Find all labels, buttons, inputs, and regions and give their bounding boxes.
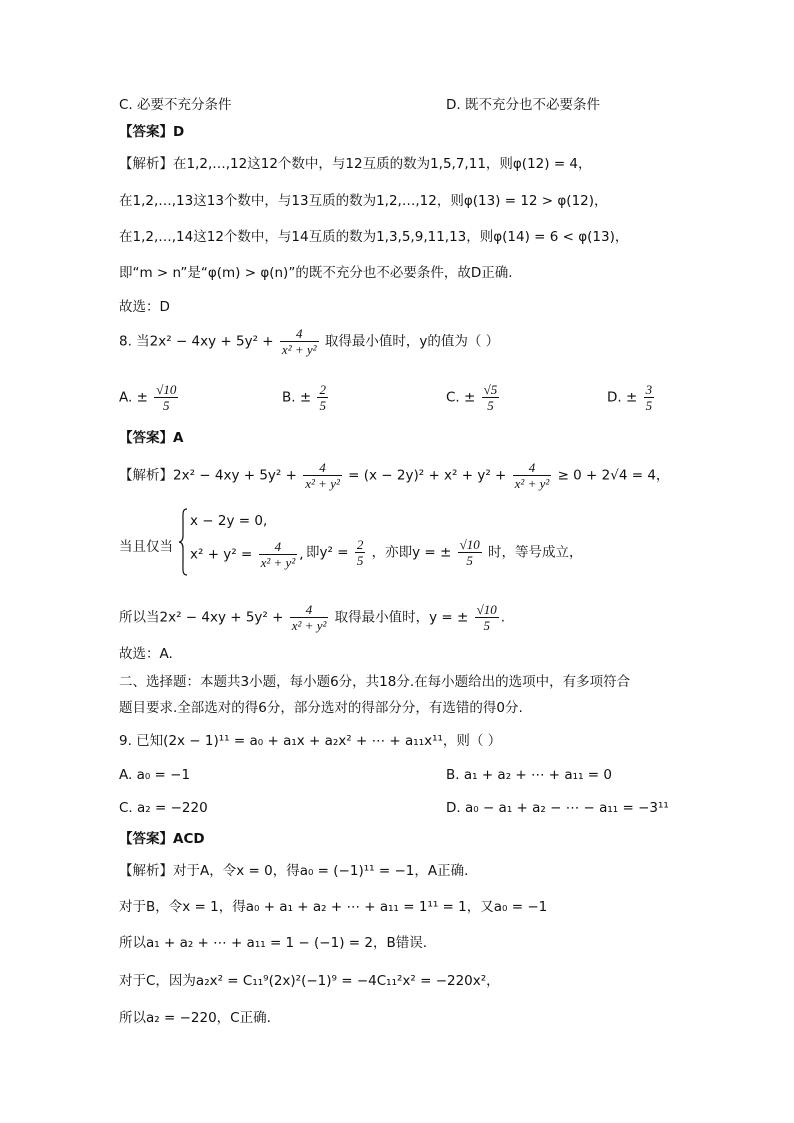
q8-option-b — [282, 382, 330, 413]
q7-solution-line-1: 【解析】在1,2,…,12这12个数中，与12互质的数为1,5,7,11，则φ(12) = 4， — [119, 156, 592, 172]
q8-stem-fraction — [280, 326, 319, 357]
q9-solution-line-2: 对于B，令x = 1，得a₀ + a₁ + a₂ + ⋯ + a₁₁ = 1¹¹ = 1，又a₀ = −1 — [119, 899, 548, 915]
q8-stem-question: 取得最小值时，y的值为（ ） — [324, 333, 500, 350]
q8-system-eq-2 — [190, 539, 304, 570]
solution-expression: 时，等号成立， — [488, 544, 583, 561]
fraction-denominator: 5 — [458, 552, 482, 568]
fraction-denominator: x² + y² — [514, 476, 550, 491]
fraction-numerator: √10 — [476, 602, 497, 617]
q7-option-c: C. 必要不充分条件 — [119, 97, 232, 113]
system-expression: x² + y² = — [190, 546, 253, 563]
solution-period: . — [500, 609, 506, 626]
q9-option-c: C. a₂ = −220 — [119, 800, 208, 816]
solution-expression: ≥ 0 + 2√4 = 4， — [557, 467, 670, 484]
q8-condition-rest — [306, 537, 583, 568]
fraction-numerator: √5 — [483, 382, 498, 397]
section-2-heading: 二、选择题：本题共3小题，每小题6分，共18分.在每小题给出的选项中，有多项符合 — [119, 674, 631, 690]
solution-fraction — [303, 460, 342, 491]
q9-option-d: D. a₀ − a₁ + a₂ − ⋯ − a₁₁ = −3¹¹ — [446, 800, 669, 816]
fraction-denominator: 5 — [319, 398, 326, 413]
q7-option-d: D. 既不充分也不必要条件 — [446, 97, 600, 113]
q9-option-b: B. a₁ + a₂ + ⋯ + a₁₁ = 0 — [446, 767, 612, 783]
q8-answer: 【答案】A — [119, 430, 184, 446]
q8-condition-prefix: 当且仅当 — [119, 539, 173, 555]
q8-option-a — [119, 382, 180, 413]
q7-solution-line-3: 在1,2,…,14这12个数中，与14互质的数为1,3,5,9,11,13，则φ(14) = 6 < φ(13)， — [119, 229, 629, 245]
solution-expression: = (x − 2y)² + x² + y² + — [348, 467, 507, 484]
option-fraction — [154, 382, 178, 413]
fraction-denominator: x² + y² — [281, 342, 317, 357]
fraction-numerator: 4 — [295, 326, 303, 341]
q7-solution-line-2: 在1,2,…,13这13个数中，与13互质的数为1,2,…,12，则φ(13) = 12 > φ(12)， — [119, 193, 608, 209]
solution-fraction — [458, 537, 482, 568]
fraction-numerator: 2 — [319, 382, 326, 397]
q7-conclusion: 故选：D — [119, 299, 170, 315]
fraction-denominator: 5 — [645, 398, 653, 413]
q9-stem: 9. 已知(2x − 1)¹¹ = a₀ + a₁x + a₂x² + ⋯ + a₁₁x¹¹，则（ ） — [119, 733, 502, 749]
q8-conclusion: 故选：A. — [119, 646, 173, 662]
fraction-numerator: √10 — [156, 382, 177, 397]
q8-stem-expression: 8. 当2x² − 4xy + 5y² + — [119, 333, 274, 350]
fraction-numerator: √10 — [459, 537, 480, 552]
fraction-numerator: 4 — [274, 539, 282, 554]
solution-fraction — [290, 602, 329, 633]
fraction-denominator: 5 — [482, 397, 500, 413]
q9-solution-line-4: 对于C，因为a₂x² = C₁₁⁹(2x)²(−1)⁹ = −4C₁₁²x² = −220x²， — [119, 973, 500, 989]
q9-solution-line-3: 所以a₁ + a₂ + ⋯ + a₁₁ = 1 − (−1) = 2，B错误. — [119, 935, 427, 951]
option-label: C. ± — [446, 389, 476, 406]
q9-solution-line-5: 所以a₂ = −220，C正确. — [119, 1010, 271, 1026]
fraction-numerator: 4 — [528, 460, 536, 475]
q7-answer: 【答案】D — [119, 124, 185, 140]
q9-solution-line-1: 【解析】对于A，令x = 0，得a₀ = (−1)¹¹ = −1，A正确. — [119, 863, 469, 879]
q8-option-d — [607, 382, 656, 413]
option-label: A. ± — [119, 389, 148, 406]
solution-fraction — [475, 602, 499, 633]
q8-solution-line-1 — [119, 460, 669, 491]
option-fraction — [482, 382, 500, 413]
fraction-numerator: 4 — [319, 460, 326, 475]
q8-system-eq-1: x − 2y = 0, — [190, 513, 268, 529]
solution-expression: 【解析】2x² − 4xy + 5y² + — [119, 467, 297, 484]
fraction-numerator: 2 — [356, 537, 364, 552]
system-fraction — [259, 539, 298, 570]
solution-expression: 取得最小值时，y = ± — [334, 609, 469, 626]
fraction-denominator: 5 — [475, 617, 499, 633]
system-comma: , — [299, 546, 304, 563]
solution-expression: 即y² = — [306, 544, 349, 561]
fraction-numerator: 4 — [305, 602, 313, 617]
solution-fraction — [513, 460, 552, 491]
q8-stem — [119, 326, 499, 357]
fraction-denominator: x² + y² — [305, 476, 340, 491]
option-label: B. ± — [282, 389, 312, 406]
q9-option-a: A. a₀ = −1 — [119, 767, 191, 783]
solution-fraction — [355, 537, 366, 568]
q9-answer: 【答案】ACD — [119, 831, 205, 847]
option-fraction — [644, 382, 655, 413]
solution-expression: 所以当2x² − 4xy + 5y² + — [119, 609, 284, 626]
solution-expression: ，亦即y = ± — [371, 544, 452, 561]
q8-solution-line-3 — [119, 602, 505, 633]
fraction-denominator: 5 — [154, 397, 178, 413]
section-2-heading-cont: 题目要求.全部选对的得6分，部分选对的得部分分，有选错的得0分. — [119, 700, 523, 716]
option-label: D. ± — [607, 389, 638, 406]
fraction-denominator: x² + y² — [291, 618, 327, 633]
fraction-denominator: x² + y² — [260, 555, 296, 570]
left-brace-icon — [178, 508, 188, 576]
fraction-numerator: 3 — [645, 382, 653, 397]
fraction-denominator: 5 — [356, 553, 364, 568]
q8-option-c — [446, 382, 501, 413]
option-fraction — [317, 382, 328, 413]
q7-solution-line-4: 即“m > n”是“φ(m) > φ(n)”的既不充分也不必要条件，故D正确. — [119, 265, 513, 281]
